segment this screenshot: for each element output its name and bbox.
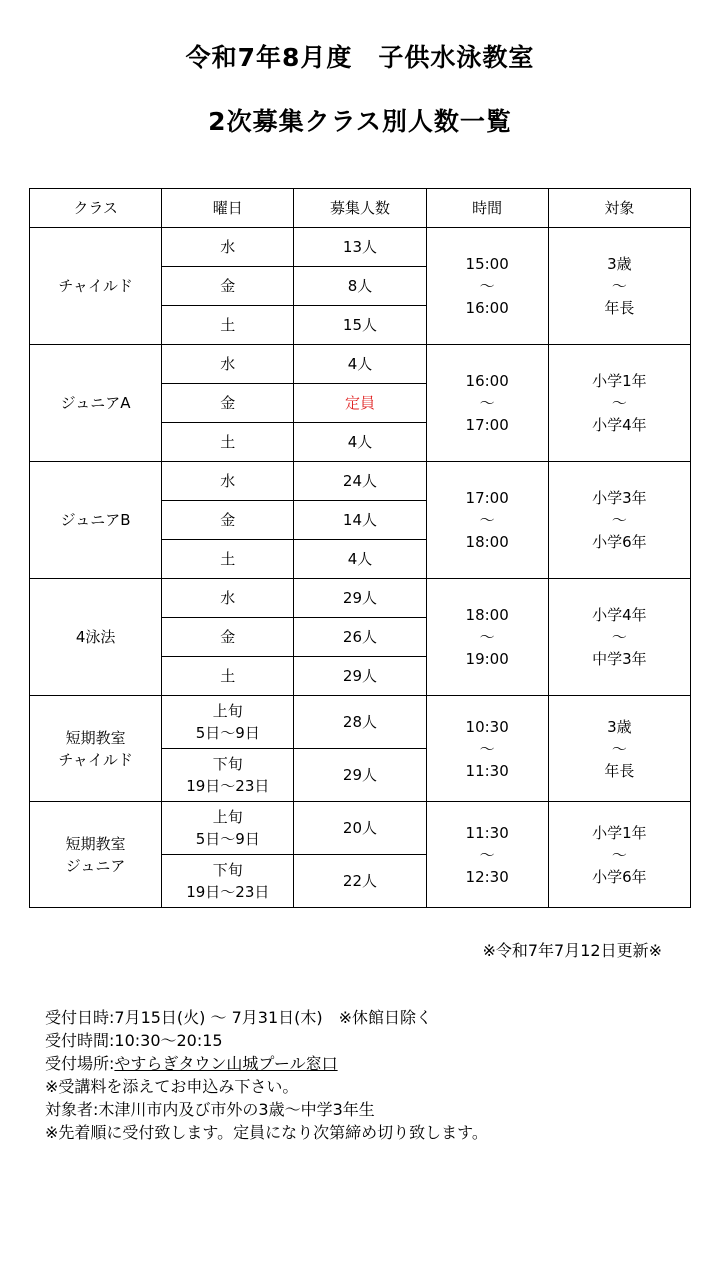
time-end: 17:00 [465,416,509,434]
class-name-line1: 短期教室 [65,728,126,747]
target-sep: ～ [611,511,627,529]
time-end: 12:30 [465,867,509,886]
time-cell [426,696,548,802]
table-row [30,228,691,267]
day-cell: 土 [162,423,294,462]
time-start: 15:00 [465,255,509,273]
target-from: 小学1年 [592,372,647,390]
target-from: 小学4年 [592,606,647,624]
target-cell [548,579,690,696]
table-row [30,696,691,749]
count-cell: 8人 [294,267,426,306]
day-cell: 金 [162,267,294,306]
time-sep: ～ [479,845,495,864]
day-line2: 5日～9日 [195,724,260,742]
day-cell: 金 [162,501,294,540]
day-line1: 上旬 [212,808,243,826]
time-sep: ～ [479,511,495,529]
count-cell: 26人 [294,618,426,657]
day-cell: 金 [162,384,294,423]
day-line1: 下旬 [212,861,243,879]
target-to: 小学4年 [592,416,647,434]
day-cell: 金 [162,618,294,657]
class-name-line2: ジュニア [65,856,126,875]
day-line2: 5日～9日 [195,830,260,848]
info-dates: 受付日時:7月15日(火) ～ 7月31日(木) ※休館日除く [45,1008,433,1027]
target-cell [548,696,690,802]
time-cell [426,228,548,345]
day-cell [162,802,294,855]
table-row [30,462,691,501]
count-cell: 4人 [294,540,426,579]
target-sep: ～ [611,845,627,864]
target-cell [548,462,690,579]
target-cell [548,228,690,345]
header-target: 対象 [548,189,690,228]
count-cell: 24人 [294,462,426,501]
time-start: 17:00 [465,489,509,507]
info-location [45,1052,488,1075]
table-header-row [30,189,691,228]
count-cell: 28人 [294,696,426,749]
count-cell: 4人 [294,423,426,462]
time-cell [426,345,548,462]
target-sep: ～ [611,628,627,646]
target-cell [548,345,690,462]
header-day: 曜日 [162,189,294,228]
header-time: 時間 [426,189,548,228]
time-end: 16:00 [465,299,509,317]
target-from: 3歳 [607,255,632,273]
page-subtitle: 2次募集クラス別人数一覧 [208,107,512,136]
class-name-line1: 短期教室 [65,834,126,853]
info-location-place: やすらぎタウン山城プール窓口 [114,1054,338,1073]
target-to: 小学6年 [592,533,647,551]
time-end: 11:30 [465,761,509,780]
day-cell: 土 [162,657,294,696]
count-cell: 29人 [294,657,426,696]
target-sep: ～ [611,277,627,295]
count-cell: 14人 [294,501,426,540]
time-start: 16:00 [465,372,509,390]
time-end: 19:00 [465,650,509,668]
time-cell [426,579,548,696]
count-cell: 13人 [294,228,426,267]
application-info [45,1006,488,1144]
day-cell: 水 [162,345,294,384]
day-cell [162,749,294,802]
day-line1: 上旬 [212,702,243,720]
target-from: 小学1年 [592,823,647,842]
info-location-label: 受付場所: [45,1054,115,1073]
time-sep: ～ [479,628,495,646]
target-from: 小学3年 [592,489,647,507]
time-start: 10:30 [465,717,509,736]
count-cell: 4人 [294,345,426,384]
target-from: 3歳 [607,717,632,736]
target-sep: ～ [611,739,627,758]
time-end: 18:00 [465,533,509,551]
class-name-line2: チャイルド [58,750,133,769]
count-cell: 29人 [294,579,426,618]
day-cell [162,696,294,749]
target-cell [548,802,690,908]
class-table [29,188,691,908]
info-fee-note: ※受講料を添えてお申込み下さい。 [45,1077,299,1096]
target-to: 中学3年 [592,650,647,668]
target-sep: ～ [611,394,627,412]
info-hours: 受付時間:10:30～20:15 [45,1031,223,1050]
time-cell [426,462,548,579]
class-name-cell [30,802,162,908]
day-cell: 水 [162,462,294,501]
count-cell: 20人 [294,802,426,855]
info-eligibility: 対象者:木津川市内及び市外の3歳～中学3年生 [45,1100,375,1119]
count-cell: 15人 [294,306,426,345]
target-to: 年長 [604,761,635,780]
count-cell-full: 定員 [294,384,426,423]
count-cell: 22人 [294,855,426,908]
day-cell: 水 [162,579,294,618]
day-cell: 土 [162,306,294,345]
table-row [30,345,691,384]
time-start: 18:00 [465,606,509,624]
table-row [30,579,691,618]
time-cell [426,802,548,908]
day-line1: 下旬 [212,755,243,773]
class-name-cell: ジュニアA [30,345,162,462]
class-name-cell: 4泳法 [30,579,162,696]
time-start: 11:30 [465,823,509,842]
time-sep: ～ [479,277,495,295]
time-sep: ～ [479,739,495,758]
target-to: 小学6年 [592,867,647,886]
time-sep: ～ [479,394,495,412]
table-row [30,802,691,855]
count-cell: 29人 [294,749,426,802]
day-cell [162,855,294,908]
target-to: 年長 [604,299,635,317]
update-note: ※令和7年7月12日更新※ [482,941,662,960]
day-cell: 土 [162,540,294,579]
day-cell: 水 [162,228,294,267]
class-name-cell [30,696,162,802]
day-line2: 19日～23日 [186,777,270,795]
day-line2: 19日～23日 [186,883,270,901]
header-class: クラス [30,189,162,228]
info-first-come-note: ※先着順に受付致します。定員になり次第締め切り致します。 [45,1123,488,1142]
page-title: 令和7年8月度 子供水泳教室 [185,43,535,72]
class-name-cell: ジュニアB [30,462,162,579]
header-count: 募集人数 [294,189,426,228]
class-name-cell: チャイルド [30,228,162,345]
